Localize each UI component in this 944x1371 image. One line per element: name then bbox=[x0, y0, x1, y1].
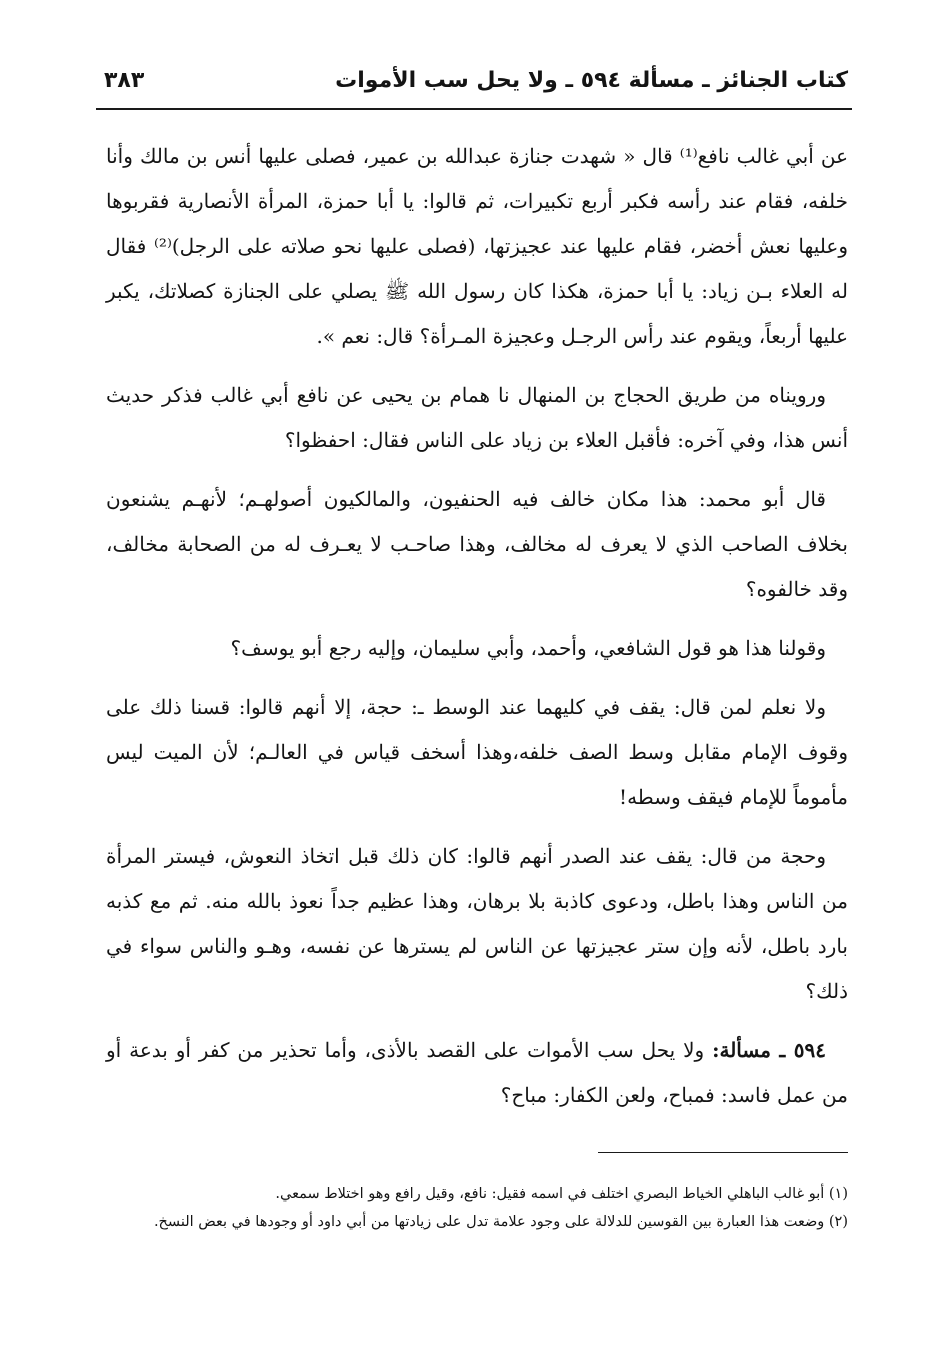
footnotes bbox=[106, 1180, 848, 1236]
paragraph-sadr: وحجة من قال: يقف عند الصدر أنهم قالوا: كان ذلك قبل اتخاذ النعوش، فيستر المرأة من الناس وهذا باطل، ودعوى كاذبة بلا برهان، وهذا عظيم جداً نعوذ بالله منه. ثم مع كذبه بارد باطل، لأنه وإن ستر عجيزتها عن الناس لم يسترها عن نفسه، وهـو والناس سواء في ذلك؟ bbox=[106, 844, 848, 1003]
paragraph-masala bbox=[106, 1028, 848, 1118]
masala-number: ٥٩٤ ـ مسألة: bbox=[712, 1038, 827, 1062]
page-number: ٣٨٣ bbox=[104, 68, 145, 93]
paragraph-qawluna: وقولنا هذا هو قول الشافعي، وأحمد، وأبي سليمان، وإليه رجع أبو يوسف؟ bbox=[230, 636, 826, 660]
header-rule bbox=[96, 108, 852, 110]
paragraph-abu-muhammad: قال أبو محمد: هذا مكان خالف فيه الحنفيون، والمالكيون أصولهـم؛ لأنهـم يشنعون بخلاف الصاحب الذي لا يعرف له مخالف، وهذا صاحـب لا يعـرف له من الصحابة مخالف، وقد خالفوه؟ bbox=[106, 487, 848, 601]
paragraph-riwaya: ورويناه من طريق الحجاج بن المنهال نا همام بن يحيى عن نافع أبي غالب فذكر حديث أنس هذا، وفي آخره: فأقبل العلاء بن زياد على الناس فقال: احفظوا؟ bbox=[106, 383, 848, 452]
footnote-rule bbox=[598, 1152, 848, 1153]
body-text bbox=[106, 134, 848, 1132]
footnote-1: (١) أبو غالب الباهلي الخياط البصري اختلف في اسمه فقيل: نافع، وقيل رافع وهو اختلاط سمعي. bbox=[275, 1186, 848, 1202]
footnote-2: (٢) وضعت هذا العبارة بين القوسين للدلالة على وجود علامة تدل على زيادتها من أبي داود أو وجودها في بعض النسخ. bbox=[153, 1214, 848, 1230]
page-header bbox=[104, 60, 848, 104]
running-title: كتاب الجنائز ـ مسألة ٥٩٤ ـ ولا يحل سب الأموات bbox=[335, 68, 848, 93]
paragraph-hadith: عن أبي غالب نافع⁽¹⁾ قال « شهدت جنازة عبدالله بن عمير، فصلى عليها أنس بن مالك وأنا خلفه، فقام عند رأسه فكبر أربع تكبيرات، ثم قالوا: يا أبا حمزة، المرأة الأنصارية فقربوها وعليها نعش أخضر، فقام عليها عند عجيزتها، (فصلى عليها نحو صلاته على الرجل)⁽²⁾ فقال له العلاء بـن زياد: يا أبا حمزة، هكذا كان رسول الله ﷺ يصلي على الجنازة كصلاتك، يكبر عليها أربعاً، ويقوم عند رأس الرجـل وعجيزة المـرأة؟ قال: نعم ». bbox=[106, 144, 849, 348]
paragraph-wasat: ولا نعلم لمن قال: يقف في كليهما عند الوسط ـ: حجة، إلا أنهم قالوا: قسنا ذلك على وقوف الإمام مقابل وسط الصف خلفه،وهذا أسخف قياس في العالـم؛ لأن الميت ليس مأموماً للإمام فيقف وسطه! bbox=[106, 695, 848, 809]
masala-text: ولا يحل سب الأموات على القصد بالأذى، وأما تحذير من كفر أو بدعة أو من عمل فاسد: فمباح، ولعن الكفار: مباح؟ bbox=[106, 1038, 848, 1107]
